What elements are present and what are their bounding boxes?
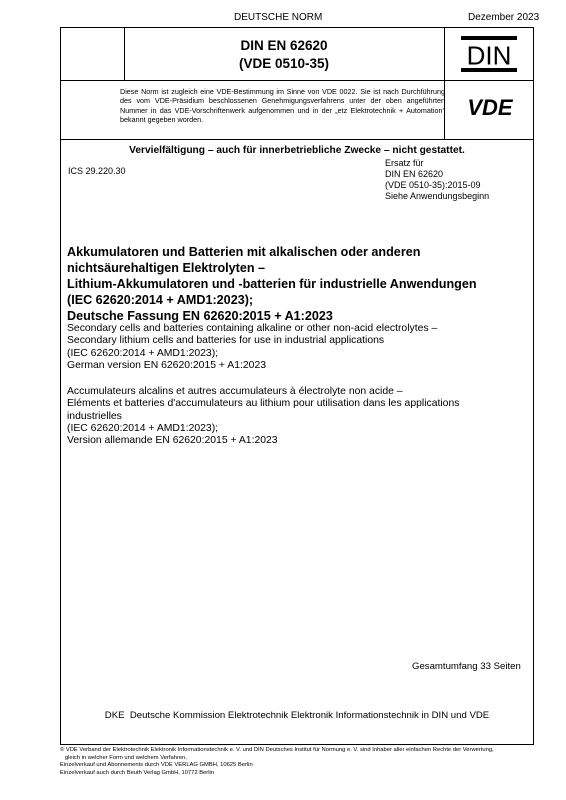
replacement-info [385, 158, 489, 202]
title-line: Lithium-Akkumulatoren und -batterien für industrielle Anwendungen [67, 277, 477, 291]
title-line: (IEC 62620:2014 + AMD1:2023); [67, 347, 219, 359]
reproduction-notice: Vervielfältigung – auch für innerbetriebliche Zwecke – nicht gestattet. [129, 145, 465, 156]
title-line: (IEC 62620:2014 + AMD1:2023); [67, 422, 219, 434]
total-pages: Gesamtumfang 33 Seiten [412, 661, 521, 672]
standard-number: DIN EN 62620 [240, 38, 328, 53]
divider [60, 80, 534, 81]
title-line: industrielles [67, 410, 122, 422]
vde-notice: Diese Norm ist zugleich eine VDE-Bestimmung im Sinne von VDE 0022. Sie ist nach Durchführung des vom VDE-Präsidium beschlossenen Genehmigungsverfahrens unter der oben angeführten Nummer in das VDE-Vorschriftenwerk aufgenommen und in der „etz Elektrotechnik + Automation" bekannt gegeben worden. [120, 87, 445, 124]
title-line: Version allemande EN 62620:2015 + A1:2023 [67, 435, 278, 447]
divider [60, 139, 534, 140]
footer-line: gleich in welcher Form und welchem Verfahren. [60, 754, 187, 761]
vde-logo [456, 95, 524, 119]
footer-line: Einzelverkauf auch durch Beuth Verlag GmbH, 10772 Berlin [60, 769, 215, 776]
replacement-line: Siehe Anwendungsbeginn [385, 191, 490, 201]
vde-logo-text: VDE [467, 95, 513, 119]
document-series: DEUTSCHE NORM [234, 12, 323, 23]
copyright-footer [60, 747, 540, 777]
title-line: Eléments et batteries d'accumulateurs au lithium pour utilisation dans les applications [67, 398, 460, 410]
title-line: (IEC 62620:2014 + AMD1:2023); [67, 293, 254, 307]
title-line: Akkumulatoren und Batterien mit alkalischen oder anderen [67, 245, 421, 259]
replacement-line: Ersatz für [385, 158, 424, 168]
din-logo-text: DIN [466, 40, 512, 71]
vde-classification: (VDE 0510-35) [238, 56, 330, 71]
title-line: Secondary lithium cells and batteries for use in industrial applications [67, 335, 385, 347]
replacement-line: (VDE 0510-35):2015-09 [385, 180, 481, 190]
title-german [67, 244, 527, 324]
title-line: Secondary cells and batteries containing alkaline or other non-acid electrolytes – [67, 323, 438, 334]
title-french [67, 386, 527, 447]
title-line: German version EN 62620:2015 + A1:2023 [67, 359, 266, 371]
title-english [67, 323, 527, 372]
footer-line: © VDE Verband der Elektrotechnik Elektronik Informationstechnik e. V. und DIN Deutsches Institut für Normung e. V. sind Inhaber aller einfachen Rechte der Verwertung, [60, 747, 494, 753]
ics-code: ICS 29.220.30 [68, 166, 126, 176]
committee-line: DKE Deutsche Kommission Elektrotechnik Elektronik Informationstechnik in DIN und VDE [104, 710, 490, 721]
replacement-line: DIN EN 62620 [385, 169, 444, 179]
title-line: Accumulateurs alcalins et autres accumulateurs à électrolyte non acide – [67, 386, 403, 397]
title-line: Deutsche Fassung EN 62620:2015 + A1:2023 [67, 309, 333, 323]
title-line: nichtsäurehaltigen Elektrolyten – [67, 261, 266, 275]
publication-date: Dezember 2023 [468, 12, 540, 23]
din-logo [460, 35, 518, 73]
footer-line: Einzelverkauf und Abonnements durch VDE VERLAG GMBH, 10625 Berlin [60, 762, 253, 769]
